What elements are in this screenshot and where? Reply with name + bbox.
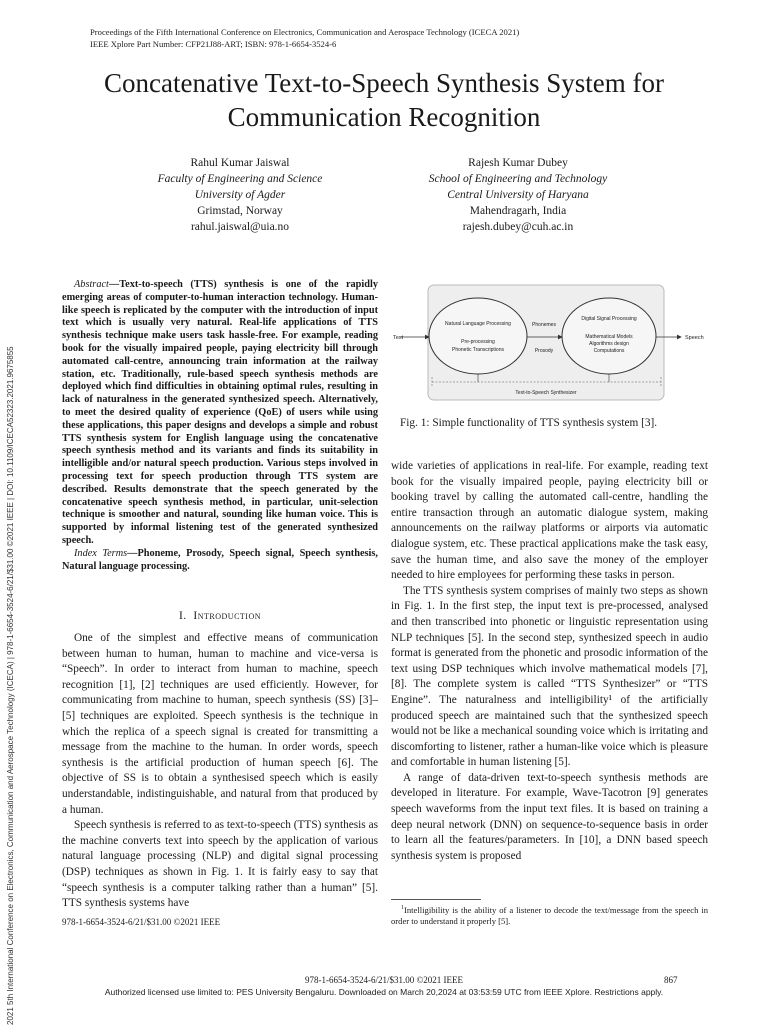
tts-diagram	[391, 281, 708, 406]
intro-left-column	[62, 631, 378, 912]
title-line-1: Concatenative Text-to-Speech Synthesis System for	[104, 68, 664, 98]
license-notice: Authorized licensed use limited to: PES University Bengaluru. Downloaded on March 20,2024 at 03:53:59 UTC from IEEE Xplore. Restrictions apply.	[104, 987, 664, 997]
index-terms	[62, 548, 378, 574]
footer-isbn: 978-1-6654-3524-6/21/$31.00 ©2021 IEEE	[304, 975, 464, 985]
author-email: rahul.jaiswal@uia.no	[190, 221, 290, 233]
author-block-1	[115, 155, 365, 235]
mid-label-prosody: Prosody	[534, 348, 554, 354]
author-location: Mahendragarh, India	[469, 205, 567, 217]
abstract-text: —Text-to-speech (TTS) synthesis is one of the rapidly emerging areas of computer-to-human interaction technology. Human-like speech is replicated by the computer with the introduction of input text which is usually very natural. Real-life applications of TTS synthesis technique make users task hassle-free. For example, reading book for the visually impaired people, paying electricity bill through automated call-centre, announcing train information at the railway station, etc. Traditionally, rule-based speech synthesis methods are deployed which find difficulties in obtaining optimal rules, resulting in lack of naturalness in the generated synthesized speech. Alternatively, to meet the desired quality of experience (QoE) of users while using these applications, this paper designs and develops a simple and robust TTS synthesis system for English language using the concatenative speech synthesis method and its variants and finds its suitability in intelligible and/or natural speech production. Various steps involved in processing text for speech production through TTS system are described. Results demonstrate that the speech generated by the concatenative speech synthesis method, in particular, unit-selection technique is smoother and natural, sounding like human voice. This is supported by informal listening test of the generated synthesized speech.	[62, 279, 378, 546]
paper-title	[30, 66, 738, 134]
doi-sidebar: 2021 5th International Conference on Electronics, Communication and Aerospace Technology (ICECA) | 978-1-6654-3524-6/21/$31.00 ©2021 IEEE | DOI: 10.1109/ICECA52323.2021.9675855	[6, 346, 15, 1025]
dsp-sub-1: Mathematical Models	[585, 334, 633, 340]
index-terms-label: Index Terms	[74, 547, 128, 559]
author-name: Rajesh Kumar Dubey	[468, 157, 568, 169]
page-number: 867	[664, 975, 678, 985]
footnote	[391, 903, 708, 927]
right-paragraph-3: A range of data-driven text-to-speech synthesis methods are developed in literature. For example, Wave-Tacotron [9] generates speech waveforms from the input text files. It is based on training a deep neural network (DNN) on sequence-to-sequence basis in order to learn all the features/parameters. In [10], a DNN based speech synthesis system is proposed	[391, 771, 708, 862]
copyright-notice: 978-1-6654-3524-6/21/$31.00 ©2021 IEEE	[62, 917, 221, 927]
section-number: I.	[178, 610, 187, 622]
abstract-label: Abstract	[74, 279, 109, 290]
author-block-2	[393, 155, 643, 235]
system-label: Text-to-Speech Synthesizer	[515, 390, 577, 396]
author-dept: School of Engineering and Technology	[428, 173, 608, 185]
nlp-sub-1: Pre-processing	[461, 339, 495, 345]
abstract	[62, 279, 378, 573]
diagram-output-label: Speech	[685, 335, 704, 341]
author-univ: University of Agder	[194, 189, 286, 201]
mid-label-phonemes: Phonemes	[532, 322, 556, 328]
author-dept: Faculty of Engineering and Science	[157, 173, 323, 185]
figure-1	[391, 281, 708, 406]
intro-paragraph-2: Speech synthesis is referred to as text-to-speech (TTS) synthesis as the machine converts text into speech by the application of various natural language processing (NLP) and digital signal processing (DSP) techniques as shown in Fig. 1. It is fairly easy to say that “speech synthesis is a computer talking rather than a human” [5]. TTS synthesis systems have	[62, 819, 378, 910]
nlp-sub-2: Phonetic Transcriptions	[452, 347, 504, 353]
right-paragraph-2: The TTS synthesis system comprises of mainly two steps as shown in Fig. 1. In the first step, the input text is pre-processed, analysed and then transcribed into phonetic or linguistic representation using NLP techniques [5]. In the second step, synthesized speech in audio format is generated from the phonetic and prosodic information of the text using DSP techniques which involve mathematical models [7], [8]. The complete system is called “TTS Synthesizer” or “TTS Engine”. The naturalness and intelligibility¹ of the artificially produced speech are maintained such that the synthesized speech would not be like a mechanical sounding voice which is irritating and discomforting to listener, rather a human-like voice which is pleasure and comfortable in human listening [5].	[391, 584, 708, 769]
nlp-title: Natural Language Processing	[445, 321, 511, 327]
abstract-paragraph	[62, 279, 378, 548]
header-line-2: IEEE Xplore Part Number: CFP21J88-ART; ISBN: 978-1-6654-3524-6	[90, 39, 337, 49]
title-line-2: Communication Recognition	[227, 102, 541, 132]
author-name: Rahul Kumar Jaiswal	[190, 157, 290, 169]
diagram-input-label: Text	[393, 335, 404, 341]
intro-paragraph-1: One of the simplest and effective means of communication between human to human, human to machine and vice-versa is “Speech”. In order to interact from human to machine, speech recognition [1], [2] techniques are used efficiently. However, for communicating from machine to human, speech synthesis (SS) [3]–[5] techniques are exploited. Speech synthesis is the technique in which the replica of a speech signal is created for transmitting a message from the machine to the human. In order words, speech synthesis is the artificial production of human speech [6]. The objective of SS is to obtain a synthesised speech which is easily understandable, indistinguishable, and natural from that produced by a human.	[62, 632, 378, 816]
footnote-text: Intelligibility is the ability of a listener to decode the text/message from the speech in order to understand it properly [5].	[391, 904, 708, 926]
right-column	[391, 459, 708, 864]
dsp-sub-2: Algorithms design	[589, 341, 629, 347]
footnote-rule	[391, 899, 481, 900]
footnote-mark: 1	[401, 905, 404, 911]
dsp-sub-3: Computations	[593, 348, 625, 354]
right-paragraph-1: wide varieties of applications in real-life. For example, reading text book for the visually impaired people, paying electricity bill or booking travel by calling the automated call-centre, handling the entire transaction through an automatic dialogue system, making announcements on the railway platforms or airports via automatic dialogue system, etc. These practical applications make the task easy, save the human time, and also save the money of the employer needed to hire employees for performing these tasks in person.	[391, 460, 708, 582]
figure-caption: Fig. 1: Simple functionality of TTS synthesis system [3].	[400, 417, 658, 429]
author-location: Grimstad, Norway	[197, 205, 283, 217]
dsp-title: Digital Signal Processing	[581, 316, 637, 322]
nlp-ellipse	[429, 298, 527, 374]
conference-header	[90, 26, 519, 50]
author-email: rajesh.dubey@cuh.ac.in	[462, 221, 574, 233]
section-title: Introduction	[193, 610, 262, 622]
section-heading	[62, 610, 378, 622]
author-univ: Central University of Haryana	[447, 189, 589, 201]
index-terms-text: —Phoneme, Prosody, Speech signal, Speech synthesis, Natural language processing.	[62, 547, 378, 572]
header-line-1: Proceedings of the Fifth International Conference on Electronics, Communication and Aerospace Technology (ICECA 2021)	[90, 27, 520, 37]
